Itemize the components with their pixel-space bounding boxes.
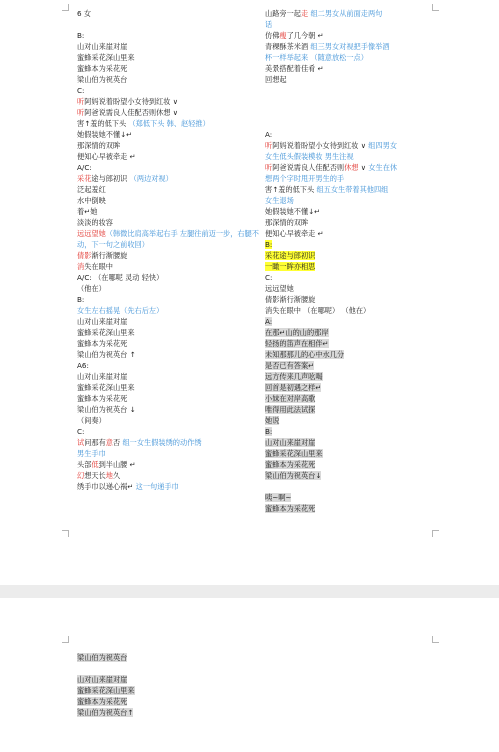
text-line <box>77 85 262 96</box>
red-text-run: 听 <box>265 141 273 150</box>
text-run: 阿妈说着盼望小女待到红妆 ∨ <box>272 141 369 150</box>
text-line <box>77 74 262 85</box>
text-line <box>265 415 445 426</box>
text-run: 蜜蜂采花深山里来 <box>77 328 135 337</box>
text-run: 绣手巾以递心祸↵ <box>77 482 136 491</box>
text-run: 阿爸说需良人佳配否则休想 ∨ <box>84 108 178 117</box>
text-run: 远远望她 <box>265 284 294 293</box>
text-line <box>265 393 445 404</box>
highlighted-text-run: 梁山伯为祝英台↓ <box>265 471 322 480</box>
blue-note-run: 组五女生带着其他四组 <box>316 185 389 194</box>
text-run: （间奏） <box>77 416 106 425</box>
text-run: C: <box>77 427 85 436</box>
highlighted-text-run: 唯得用此法试探 <box>265 405 316 414</box>
text-run: 山对山来崖对崖 <box>77 42 128 51</box>
text-line <box>265 338 445 349</box>
text-run: 渐行渐腰旋 <box>91 251 128 260</box>
text-line <box>77 404 262 415</box>
text-line <box>77 250 262 261</box>
text-line <box>77 118 262 129</box>
text-run: 泛起羞红 <box>77 185 106 194</box>
blue-note-run: 组四男女 <box>368 141 398 150</box>
text-line <box>265 305 445 316</box>
text-line <box>77 30 262 41</box>
text-line <box>77 8 262 19</box>
text-line <box>265 470 445 481</box>
highlighted-text-run: 她说 <box>265 416 280 425</box>
text-line <box>265 448 445 459</box>
highlighted-text-run: 回首是初遇之样↵ <box>265 383 322 392</box>
blue-note-run: 杯一样举起来 （随意放松一点） <box>265 53 368 62</box>
text-run: 蜜蜂本为采花死 <box>77 339 128 348</box>
text-line <box>77 652 262 663</box>
text-run: 阿妈说着盼望小女待到红妆 ∨ <box>84 97 178 106</box>
text-run: 问那有 <box>84 438 106 447</box>
blank-line <box>77 19 262 30</box>
blue-note-run: 组二男女从前面走两句 <box>310 9 383 18</box>
text-line <box>77 162 262 173</box>
text-line <box>77 448 262 459</box>
text-line <box>77 206 262 217</box>
highlighted-text-run: 未知那那儿的心中水几分 <box>265 350 345 359</box>
text-line <box>265 239 445 250</box>
page2-text-column <box>77 652 262 718</box>
red-text-run: 听 <box>265 163 273 172</box>
text-line <box>265 404 445 415</box>
text-line <box>77 41 262 52</box>
red-text-run: 低 <box>91 460 99 469</box>
red-text-run: 地 <box>105 471 113 480</box>
text-run: C: <box>77 86 85 95</box>
text-run: 消失在眼中 （在哪呢） （他在） <box>265 306 371 315</box>
text-line <box>265 19 445 30</box>
text-run: A/C: （在哪呢 灵动 轻快） <box>77 273 164 282</box>
text-line <box>265 195 445 206</box>
text-run: A/C: <box>77 163 92 172</box>
highlighted-text-run: B: <box>265 427 273 436</box>
red-text-run: 远远望她 <box>77 229 106 238</box>
text-line <box>265 206 445 217</box>
margin-corner-mark <box>432 530 439 537</box>
text-line <box>77 283 262 294</box>
blue-note-run: 女生在休 <box>368 163 398 172</box>
text-line <box>265 184 445 195</box>
highlighted-text-run: 小妹在对岸高歌 <box>265 394 316 403</box>
blue-note-run: （两边对视） <box>129 174 173 183</box>
text-line <box>265 41 445 52</box>
highlighted-text-run: 咦~啊~ <box>265 493 292 502</box>
text-run: 梁山伯为祝英台 ↑ <box>77 350 136 359</box>
text-line <box>77 52 262 63</box>
red-text-run: 试 <box>77 438 85 447</box>
red-text-run: 听 <box>77 108 85 117</box>
text-run: 否 <box>112 438 123 447</box>
text-run: 青稞酥茶米酒 <box>265 42 311 51</box>
text-line <box>77 371 262 382</box>
text-run: A6: <box>77 361 89 370</box>
text-run: 阿爸说需良人佳配否则 <box>272 163 345 172</box>
highlighted-text-run: 梁山伯为祝英台↑ <box>77 708 134 717</box>
highlighted-text-run: 远方传来几声吆喝 <box>265 372 323 381</box>
text-run: 蜜蜂本为采花死 <box>77 64 128 73</box>
text-line <box>77 338 262 349</box>
highlighted-text-run: 蜜蜂本为采花死 <box>265 460 316 469</box>
text-line <box>77 294 262 305</box>
text-line <box>77 96 262 107</box>
highlighted-text-run: A: <box>265 317 273 326</box>
text-line <box>77 426 262 437</box>
text-run: 便知心早被牵走 ↵ <box>265 229 324 238</box>
text-run: 蜜蜂采花深山里来 <box>77 53 135 62</box>
text-run: 途与郎初识 <box>91 174 130 183</box>
text-run: （他在） <box>77 284 106 293</box>
text-run: 蜜蜂采花深山里来 <box>77 383 135 392</box>
highlighted-text-run: 在那↵山的山的那岸 <box>265 328 329 337</box>
highlighted-text-run: 蜜蜂采花深山里来 <box>77 686 135 695</box>
text-run: 淡淡的妆容 <box>77 218 113 227</box>
text-run: 便知心早被牵走 ↵ <box>77 152 136 161</box>
text-line <box>265 30 445 41</box>
red-text-run: 听 <box>77 97 85 106</box>
text-run: 倩影渐行渐腰旋 <box>265 295 316 304</box>
text-run: 失在眼中 <box>84 262 113 271</box>
text-line <box>77 470 262 481</box>
text-line <box>77 228 262 250</box>
blue-note-run: 组一女生假装绣的动作绣 <box>122 438 202 447</box>
red-text-run: 休想 <box>344 163 359 172</box>
red-text-run: 采花 <box>77 174 92 183</box>
text-line <box>265 503 445 514</box>
margin-corner-mark <box>62 4 69 11</box>
blue-note-run: 想两个字时甩开男生的手 <box>265 174 345 183</box>
text-run: 山对山来崖对崖 <box>77 317 128 326</box>
text-line <box>265 349 445 360</box>
blank-line <box>265 96 445 107</box>
text-line <box>77 217 262 228</box>
text-line <box>77 685 262 696</box>
yellow-highlight-run: 采花途与郎初识 <box>265 251 316 260</box>
text-line <box>265 173 445 184</box>
text-line <box>265 492 445 503</box>
text-line <box>77 140 262 151</box>
text-run: 着↵她 <box>77 207 98 216</box>
highlighted-text-run: 梁山伯为祝英台 <box>77 653 128 662</box>
highlighted-text-run: 轻扬的笛声在相伴↵ <box>265 339 329 348</box>
text-run: 久 <box>112 471 121 480</box>
right-text-column <box>265 8 445 514</box>
blue-note-run: 男生手巾 <box>77 449 106 458</box>
text-line <box>265 74 445 85</box>
text-line <box>77 393 262 404</box>
text-line <box>77 261 262 272</box>
text-run: 到半山腰 ↵ <box>98 460 136 469</box>
blue-note-run: 女生低头假装模妆 男生注视 <box>265 152 354 161</box>
text-run: 蜜蜂本为采花死 <box>77 394 128 403</box>
text-line <box>77 437 262 448</box>
red-text-run: 幻 <box>77 471 85 480</box>
document-page-2 <box>0 598 499 752</box>
text-line <box>77 305 262 316</box>
text-line <box>265 437 445 448</box>
text-line <box>265 316 445 327</box>
text-run: 那深情的双眸 <box>265 218 309 227</box>
text-line <box>265 294 445 305</box>
text-run: 梁山伯为祝英台 ↓ <box>77 405 136 414</box>
text-run: 山对山来崖对崖 <box>77 372 128 381</box>
blue-note-run: （郑低下头 韩、赵轻推） <box>128 119 210 128</box>
highlighted-text-run: 蜜蜂本为采花死 <box>265 504 316 513</box>
red-text-run: 倩影 <box>77 251 92 260</box>
text-line <box>77 481 262 492</box>
text-line <box>265 426 445 437</box>
text-line <box>77 184 262 195</box>
text-line <box>265 360 445 371</box>
blank-line <box>265 118 445 129</box>
text-line <box>265 272 445 283</box>
highlighted-text-run: 是否已有答案↵ <box>265 361 315 370</box>
text-line <box>265 217 445 228</box>
text-run: 害↑羞的低下头 <box>265 185 317 194</box>
blue-note-run: 女生左右摇晃（先右后左） <box>77 306 164 315</box>
text-run: ∨ <box>358 163 369 172</box>
text-line <box>77 349 262 360</box>
margin-corner-mark <box>62 530 69 537</box>
text-run: 了几今朝 ↵ <box>286 31 324 40</box>
blank-line <box>265 107 445 118</box>
text-line <box>77 151 262 162</box>
red-text-run: 消 <box>77 262 85 271</box>
highlighted-text-run: 蜜蜂采花深山里来 <box>265 449 323 458</box>
text-line <box>265 52 445 63</box>
yellow-highlight-run: 一瞰一眸亦相思 <box>265 262 316 271</box>
blue-note-run: 这一句递手巾 <box>135 482 179 491</box>
text-line <box>77 195 262 206</box>
text-line <box>77 173 262 184</box>
text-run: 水中倒映 <box>77 196 106 205</box>
text-line <box>265 228 445 239</box>
text-line <box>265 261 445 272</box>
margin-corner-mark <box>432 636 439 643</box>
red-text-run: 瘦 <box>279 31 287 40</box>
text-run: A: <box>265 130 273 139</box>
blank-line <box>77 663 262 674</box>
blue-note-run: 女生退场 <box>265 196 294 205</box>
text-line <box>265 283 445 294</box>
margin-corner-mark <box>62 636 69 643</box>
text-run: 回想起 <box>265 75 287 84</box>
text-line <box>265 140 445 151</box>
text-run: 仿佛 <box>265 31 280 40</box>
text-run: 她假装她不懂↓↵ <box>265 207 321 216</box>
text-run: 美景搭配着佳肴 ↵ <box>265 64 324 73</box>
text-run: 害↑羞的低下头 <box>77 119 129 128</box>
text-line <box>265 459 445 470</box>
text-line <box>77 63 262 74</box>
text-line <box>265 129 445 140</box>
text-line <box>77 360 262 371</box>
highlighted-text-run: 蜜蜂本为采花死 <box>77 697 128 706</box>
text-line <box>77 129 262 140</box>
text-line <box>77 696 262 707</box>
red-text-run: 意 <box>105 438 113 447</box>
text-line <box>265 371 445 382</box>
text-line <box>77 674 262 685</box>
text-line <box>265 8 445 19</box>
text-line <box>265 63 445 74</box>
blank-line <box>265 85 445 96</box>
highlighted-text-run: 山对山来崖对崖 <box>265 438 316 447</box>
text-run: B: <box>77 295 85 304</box>
text-run: B: <box>77 31 85 40</box>
left-text-column <box>77 8 262 492</box>
text-line <box>77 327 262 338</box>
text-line <box>77 316 262 327</box>
text-line <box>265 151 445 162</box>
text-run: 头部 <box>77 460 92 469</box>
text-run: 山路旁一起 <box>265 9 301 18</box>
text-line <box>77 107 262 118</box>
blue-note-run: （韩微比肩高举起右手 左腿往前迈一步，右腿不动，下一句之前收回） <box>77 229 259 249</box>
text-line <box>77 415 262 426</box>
red-text-run: 走 <box>300 9 309 18</box>
text-line <box>265 162 445 173</box>
text-run: 想天长 <box>84 471 106 480</box>
text-run: C: <box>265 273 273 282</box>
text-line <box>77 382 262 393</box>
yellow-highlight-run: B: <box>265 240 273 249</box>
text-line <box>77 707 262 718</box>
text-line <box>77 272 262 283</box>
text-run: 她假装她不懂↓↵ <box>77 130 133 139</box>
text-run: 6 女 <box>77 9 92 18</box>
blue-note-run: 组三男女对视把手像举酒 <box>310 42 390 51</box>
text-line <box>265 327 445 338</box>
highlighted-text-run: 山对山来崖对崖 <box>77 675 128 684</box>
text-line <box>265 382 445 393</box>
blank-line <box>265 481 445 492</box>
text-run: 梁山伯为祝英台 <box>77 75 128 84</box>
text-line <box>77 459 262 470</box>
text-run: 那深情的双眸 <box>77 141 121 150</box>
text-line <box>265 250 445 261</box>
blue-note-run: 话 <box>265 20 273 29</box>
